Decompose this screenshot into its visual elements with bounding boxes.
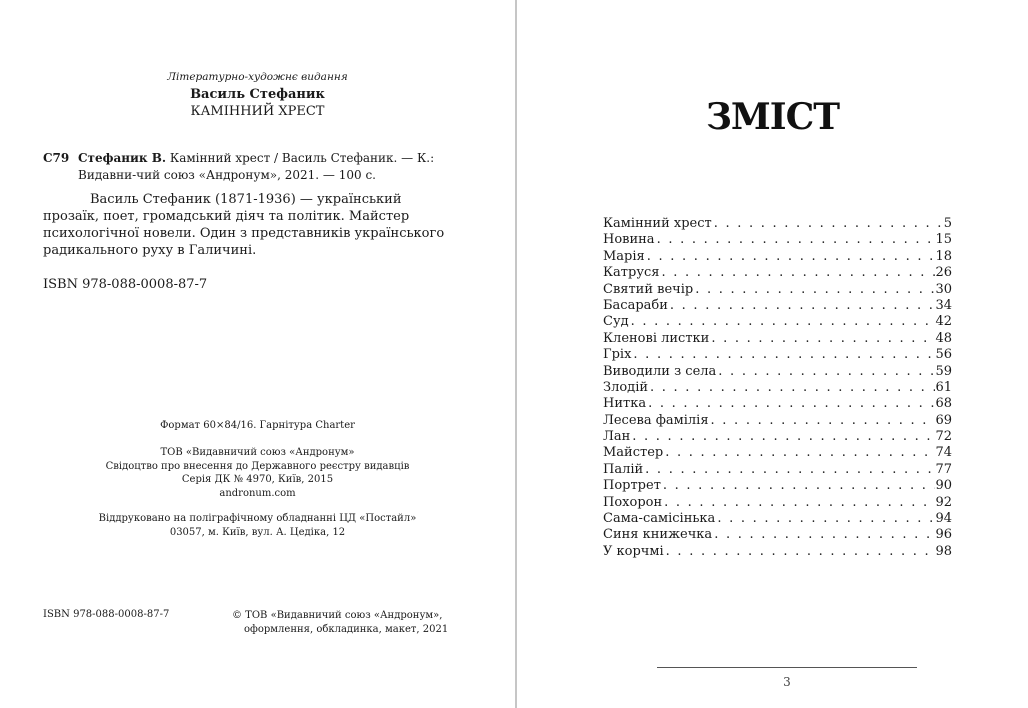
toc-entry (603, 282, 952, 298)
toc-entry (603, 347, 952, 363)
toc-leader-dots (716, 364, 935, 380)
toc-entry-title: Святий вечір (603, 281, 694, 297)
isbn: ISBN 978-088-0008-87-7 (43, 277, 208, 292)
author-name: Василь Стефаник (190, 87, 325, 102)
toc-entry-title: Злодій (603, 379, 649, 395)
toc-entry (603, 511, 952, 527)
catalog-entry (43, 150, 453, 184)
printer-address: 03057, м. Київ, вул. А. Цедіка, 12 (169, 526, 346, 538)
toc-leader-dots (715, 511, 935, 527)
toc-leader-dots (662, 495, 935, 511)
toc-entry-title: Катруся (603, 265, 660, 281)
toc-entry (603, 364, 952, 380)
toc-entry-page: 72 (935, 429, 952, 445)
toc-entry (603, 396, 952, 412)
toc-entry-page: 98 (935, 543, 952, 559)
toc-entry-page: 18 (935, 248, 952, 264)
toc-entry-page: 34 (935, 297, 952, 313)
toc-entry-page: 92 (935, 494, 952, 510)
toc-leader-dots (709, 331, 935, 347)
toc-entry-title: Басараби (603, 297, 668, 313)
toc-entry-title: Синя книжечка (603, 527, 713, 543)
catalog-reference (78, 150, 453, 184)
format-line: Формат 60×84/16. Гарнітура Charter (160, 420, 355, 431)
toc-entry-page: 61 (935, 379, 952, 395)
publisher-website: andronum.com (219, 487, 296, 499)
toc-leader-dots (712, 216, 944, 232)
toc-leader-dots (648, 380, 935, 396)
toc-entry (603, 265, 952, 281)
catalog-code: С79 (43, 151, 70, 165)
isbn-bottom: ISBN 978-088-0008-87-7 (43, 609, 170, 620)
publisher-block (0, 446, 515, 500)
toc-entry-title: Майстер (603, 445, 664, 461)
contents-heading: ЗМІСТ (705, 96, 840, 138)
toc-leader-dots (661, 478, 936, 494)
toc-entry-title: Новина (603, 232, 655, 248)
toc-leader-dots (668, 298, 936, 314)
printer-block (0, 512, 515, 539)
toc-entry-title: Суд (603, 314, 629, 330)
toc-entry-page: 15 (935, 232, 952, 248)
toc-entry (603, 478, 952, 494)
toc-entry-page: 68 (935, 396, 952, 412)
toc-entry (603, 331, 952, 347)
toc-entry-title: Похорон (603, 494, 663, 510)
annotation: Василь Стефаник (1871-1936) — український прозаїк, поет, громадський діяч та політик. Майстер психологічної новели. Один з представників українського радикального руху в Галичині. (43, 192, 445, 258)
copyright-line: © ТОВ «Видавничий союз «Андронум», (232, 610, 443, 621)
toc-entry-page: 94 (935, 511, 952, 527)
toc-entry-title: Камінний хрест (603, 216, 712, 231)
toc-entry (603, 216, 952, 232)
genre-label: Літературно-художнє видання (167, 71, 348, 83)
toc-leader-dots (629, 314, 936, 330)
toc-entry-page: 69 (935, 412, 952, 428)
toc-entry-title: Лесева фамілія (603, 412, 709, 428)
toc-leader-dots (693, 282, 935, 298)
toc-entry (603, 249, 952, 265)
toc-entry (603, 445, 952, 461)
toc-entry (603, 298, 952, 314)
publisher-line: Серія ДК № 4970, Київ, 2015 (181, 474, 334, 485)
toc-entry-page: 96 (935, 527, 952, 543)
publisher-line: Свідоцтво про внесення до Державного реєстру видавців (105, 460, 410, 472)
toc-entry (603, 527, 952, 543)
toc-entry-title: Виводили з села (603, 363, 717, 379)
toc-entry (603, 314, 952, 330)
book-title: КАМІННИЙ ХРЕСТ (190, 104, 325, 119)
toc-entry-title: Гріх (603, 347, 632, 363)
catalog-description: Камінний хрест / Василь Стефаник. — К.: Видавни-чий союз «Андронум», 2021. — 100 с. (78, 151, 435, 182)
toc-entry-title: Нитка (603, 396, 647, 412)
toc-entry-title: Лан (603, 429, 631, 445)
toc-entry-title: Кленові листки (603, 330, 710, 346)
toc-entry (603, 495, 952, 511)
toc-entry-page: 90 (935, 478, 952, 494)
toc-leader-dots (643, 462, 935, 478)
toc-entry-title: Палій (603, 461, 644, 477)
toc-entry-page: 42 (935, 314, 952, 330)
toc-leader-dots (712, 527, 935, 543)
publisher-line: ТОВ «Видавничий союз «Андронум» (160, 447, 355, 458)
toc-entry-page: 48 (935, 330, 952, 346)
toc-entry-title: Сама-самісінька (603, 511, 716, 527)
right-page (517, 0, 1028, 708)
toc-leader-dots (630, 429, 935, 445)
catalog-author: Стефаник В. (78, 151, 167, 165)
toc-entry (603, 429, 952, 445)
table-of-contents (603, 216, 952, 560)
toc-leader-dots (646, 396, 935, 412)
toc-entry-title: Портрет (603, 478, 661, 494)
toc-entry-title: Марія (603, 248, 645, 264)
printer-line: Віддруковано на поліграфічному обладнанні ЦД «Постайл» (98, 513, 417, 524)
toc-leader-dots (659, 265, 935, 281)
toc-leader-dots (655, 232, 936, 248)
page-number: 3 (783, 675, 791, 689)
toc-entry-page: 5 (943, 216, 952, 231)
toc-leader-dots (664, 544, 936, 560)
toc-entry-page: 74 (935, 445, 952, 461)
toc-entry (603, 380, 952, 396)
toc-entry-page: 26 (935, 265, 952, 281)
toc-entry (603, 544, 952, 560)
toc-entry (603, 462, 952, 478)
footer-rule (657, 667, 917, 668)
toc-leader-dots (709, 413, 936, 429)
toc-leader-dots (645, 249, 936, 265)
toc-entry-page: 77 (935, 461, 952, 477)
toc-entry-page: 56 (935, 347, 952, 363)
toc-entry (603, 232, 952, 248)
toc-leader-dots (663, 445, 935, 461)
toc-leader-dots (631, 347, 935, 363)
toc-entry-page: 59 (935, 363, 952, 379)
copyright-line: оформлення, обкладинка, макет, 2021 (244, 623, 449, 635)
toc-entry-page: 30 (935, 281, 952, 297)
toc-entry (603, 413, 952, 429)
copyright-block (232, 609, 448, 636)
toc-entry-title: У корчмі (603, 543, 664, 559)
